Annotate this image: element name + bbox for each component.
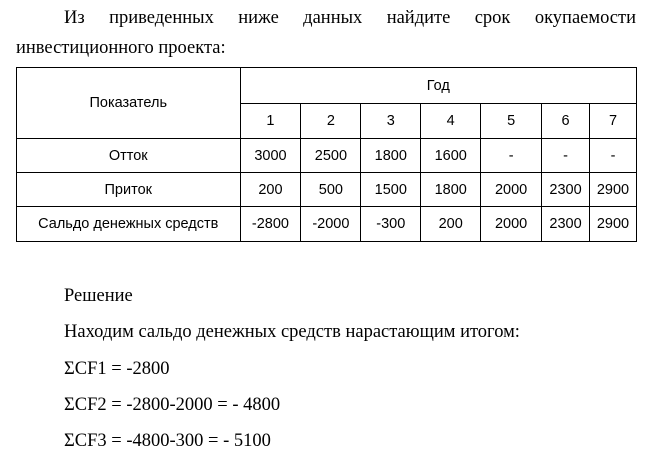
table-cell: 2500	[301, 139, 361, 173]
table-cell: 1800	[421, 173, 481, 207]
indicator-header: Показатель	[17, 68, 241, 139]
year-cell: 1	[240, 104, 301, 139]
solution-line: ΣCF3 = -4800-300 = - 5100	[64, 431, 271, 451]
table-row-inflow	[17, 173, 637, 207]
solution-line: Находим сальдо денежных средств нарастающим итогом:	[64, 322, 520, 342]
table-cell: 2900	[590, 173, 637, 207]
year-cell: 6	[542, 104, 590, 139]
solution-line: ΣCF2 = -2800-2000 = - 4800	[64, 395, 281, 415]
problem-statement-line-2: инвестиционного проекта:	[16, 38, 226, 58]
solution-line: ΣCF1 = -2800	[64, 359, 170, 379]
table-cell: 2900	[590, 207, 637, 242]
year-cell: 7	[590, 104, 637, 139]
solution-heading: Решение	[64, 286, 133, 306]
year-cell: 3	[361, 104, 421, 139]
row-label: Приток	[17, 173, 241, 207]
table-cell: -2800	[240, 207, 301, 242]
table-cell: -	[590, 139, 637, 173]
problem-statement-line-1: Из приведенных ниже данных найдите срок окупаемости	[64, 8, 636, 28]
table-cell: 200	[421, 207, 481, 242]
year-header: Год	[240, 68, 637, 104]
table-cell: -	[481, 139, 542, 173]
table-cell: 3000	[240, 139, 301, 173]
table-cell: 2300	[542, 173, 590, 207]
year-cell: 2	[301, 104, 361, 139]
year-cell: 4	[421, 104, 481, 139]
table-cell: 1800	[361, 139, 421, 173]
table-cell: 2300	[542, 207, 590, 242]
table-cell: 500	[301, 173, 361, 207]
row-label: Сальдо денежных средств	[17, 207, 241, 242]
table-cell: -	[542, 139, 590, 173]
table-cell: 200	[240, 173, 301, 207]
table-cell: 1500	[361, 173, 421, 207]
cash-flow-table	[16, 67, 637, 242]
row-label: Отток	[17, 139, 241, 173]
table-cell: 2000	[481, 173, 542, 207]
table-cell: 1600	[421, 139, 481, 173]
table-row-outflow	[17, 139, 637, 173]
table-row-balance	[17, 207, 637, 242]
table-cell: -2000	[301, 207, 361, 242]
table-cell: -300	[361, 207, 421, 242]
year-cell: 5	[481, 104, 542, 139]
table-cell: 2000	[481, 207, 542, 242]
